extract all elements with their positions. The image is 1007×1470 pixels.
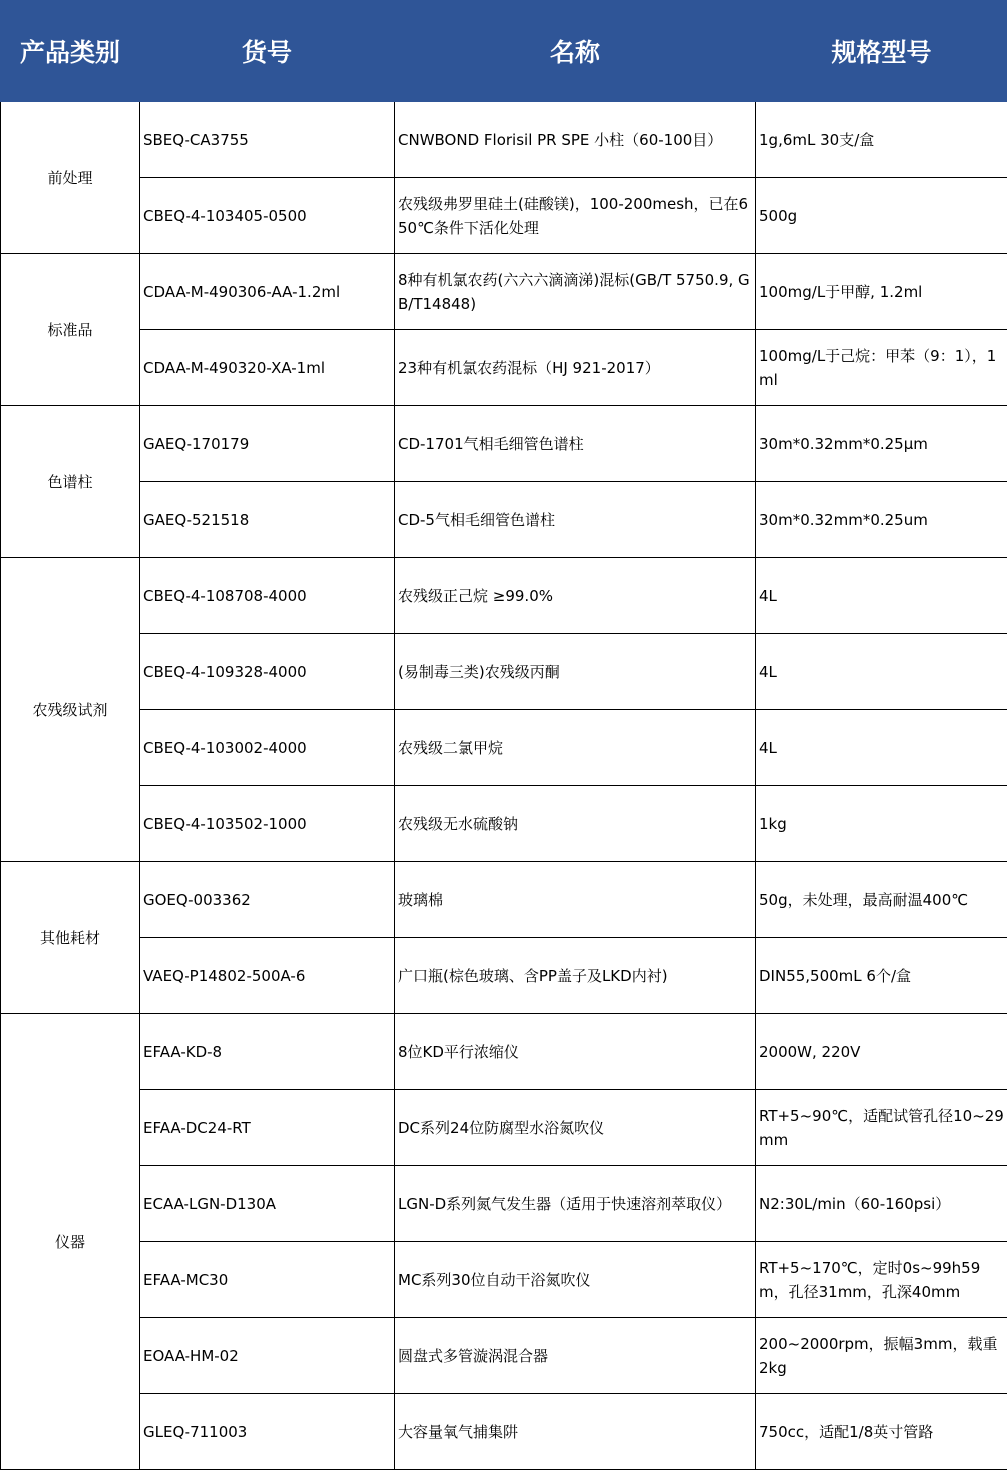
- category-cell: 标准品: [1, 254, 140, 406]
- table-row: [1, 1394, 1007, 1470]
- table-row: [1, 938, 1007, 1014]
- table-row: [1, 254, 1007, 330]
- spec-cell: RT+5~90℃，适配试管孔径10~29mm: [756, 1090, 1007, 1166]
- table-body: [1, 102, 1007, 1470]
- name-cell: 广口瓶(棕色玻璃、含PP盖子及LKD内衬): [395, 938, 756, 1014]
- name-cell: 23种有机氯农药混标（HJ 921-2017）: [395, 330, 756, 406]
- spec-cell: 500g: [756, 178, 1007, 254]
- code-cell: EFAA-KD-8: [140, 1014, 395, 1090]
- code-cell: EFAA-DC24-RT: [140, 1090, 395, 1166]
- table-row: [1, 710, 1007, 786]
- spec-cell: DIN55,500mL 6个/盒: [756, 938, 1007, 1014]
- name-cell: MC系列30位自动干浴氮吹仪: [395, 1242, 756, 1318]
- code-cell: GLEQ-711003: [140, 1394, 395, 1470]
- name-cell: 8种有机氯农药(六六六滴滴涕)混标(GB/T 5750.9, GB/T14848): [395, 254, 756, 330]
- spec-cell: 4L: [756, 710, 1007, 786]
- spec-cell: RT+5~170℃，定时0s~99h59m，孔径31mm，孔深40mm: [756, 1242, 1007, 1318]
- table-row: [1, 786, 1007, 862]
- name-cell: 农残级弗罗里硅土(硅酸镁)，100-200mesh，已在650℃条件下活化处理: [395, 178, 756, 254]
- table-row: [1, 102, 1007, 178]
- code-cell: GAEQ-170179: [140, 406, 395, 482]
- header-code: 货号: [140, 1, 395, 102]
- code-cell: EFAA-MC30: [140, 1242, 395, 1318]
- spec-cell: 100mg/L于甲醇, 1.2ml: [756, 254, 1007, 330]
- category-cell: 农残级试剂: [1, 558, 140, 862]
- name-cell: 农残级二氯甲烷: [395, 710, 756, 786]
- spec-cell: 200~2000rpm，振幅3mm，载重2kg: [756, 1318, 1007, 1394]
- code-cell: EOAA-HM-02: [140, 1318, 395, 1394]
- name-cell: 农残级无水硫酸钠: [395, 786, 756, 862]
- table-row: [1, 1242, 1007, 1318]
- table-row: [1, 634, 1007, 710]
- code-cell: SBEQ-CA3755: [140, 102, 395, 178]
- table-row: [1, 558, 1007, 634]
- name-cell: 农残级正己烷 ≥99.0%: [395, 558, 756, 634]
- spec-cell: 30m*0.32mm*0.25um: [756, 482, 1007, 558]
- name-cell: 8位KD平行浓缩仪: [395, 1014, 756, 1090]
- table-row: [1, 406, 1007, 482]
- table-row: [1, 862, 1007, 938]
- spec-cell: 100mg/L于己烷：甲苯（9：1），1ml: [756, 330, 1007, 406]
- header-row: [1, 1, 1007, 102]
- code-cell: GAEQ-521518: [140, 482, 395, 558]
- name-cell: LGN-D系列氮气发生器（适用于快速溶剂萃取仪）: [395, 1166, 756, 1242]
- table-row: [1, 1318, 1007, 1394]
- spec-cell: 2000W, 220V: [756, 1014, 1007, 1090]
- code-cell: CBEQ-4-103502-1000: [140, 786, 395, 862]
- header-category: 产品类别: [1, 1, 140, 102]
- header-spec: 规格型号: [756, 1, 1007, 102]
- spec-cell: 4L: [756, 634, 1007, 710]
- name-cell: (易制毒三类)农残级丙酮: [395, 634, 756, 710]
- name-cell: CD-1701气相毛细管色谱柱: [395, 406, 756, 482]
- spec-cell: 1kg: [756, 786, 1007, 862]
- category-cell: 其他耗材: [1, 862, 140, 1014]
- table-row: [1, 1166, 1007, 1242]
- spec-cell: N2:30L/min（60-160psi）: [756, 1166, 1007, 1242]
- name-cell: DC系列24位防腐型水浴氮吹仪: [395, 1090, 756, 1166]
- header-name: 名称: [395, 1, 756, 102]
- name-cell: 大容量氧气捕集阱: [395, 1394, 756, 1470]
- code-cell: CBEQ-4-103002-4000: [140, 710, 395, 786]
- code-cell: ECAA-LGN-D130A: [140, 1166, 395, 1242]
- code-cell: CBEQ-4-109328-4000: [140, 634, 395, 710]
- code-cell: GOEQ-003362: [140, 862, 395, 938]
- code-cell: CBEQ-4-103405-0500: [140, 178, 395, 254]
- name-cell: 圆盘式多管漩涡混合器: [395, 1318, 756, 1394]
- table-row: [1, 1090, 1007, 1166]
- table-row: [1, 330, 1007, 406]
- code-cell: VAEQ-P14802-500A-6: [140, 938, 395, 1014]
- name-cell: CNWBOND Florisil PR SPE 小柱（60-100目）: [395, 102, 756, 178]
- table-row: [1, 1014, 1007, 1090]
- code-cell: CDAA-M-490320-XA-1ml: [140, 330, 395, 406]
- category-cell: 仪器: [1, 1014, 140, 1470]
- category-cell: 前处理: [1, 102, 140, 254]
- spec-cell: 750cc，适配1/8英寸管路: [756, 1394, 1007, 1470]
- spec-cell: 50g，未处理，最高耐温400℃: [756, 862, 1007, 938]
- code-cell: CBEQ-4-108708-4000: [140, 558, 395, 634]
- spec-cell: 4L: [756, 558, 1007, 634]
- spec-cell: 30m*0.32mm*0.25μm: [756, 406, 1007, 482]
- table-row: [1, 178, 1007, 254]
- category-cell: 色谱柱: [1, 406, 140, 558]
- table-row: [1, 482, 1007, 558]
- spec-cell: 1g,6mL 30支/盒: [756, 102, 1007, 178]
- name-cell: CD-5气相毛细管色谱柱: [395, 482, 756, 558]
- code-cell: CDAA-M-490306-AA-1.2ml: [140, 254, 395, 330]
- name-cell: 玻璃棉: [395, 862, 756, 938]
